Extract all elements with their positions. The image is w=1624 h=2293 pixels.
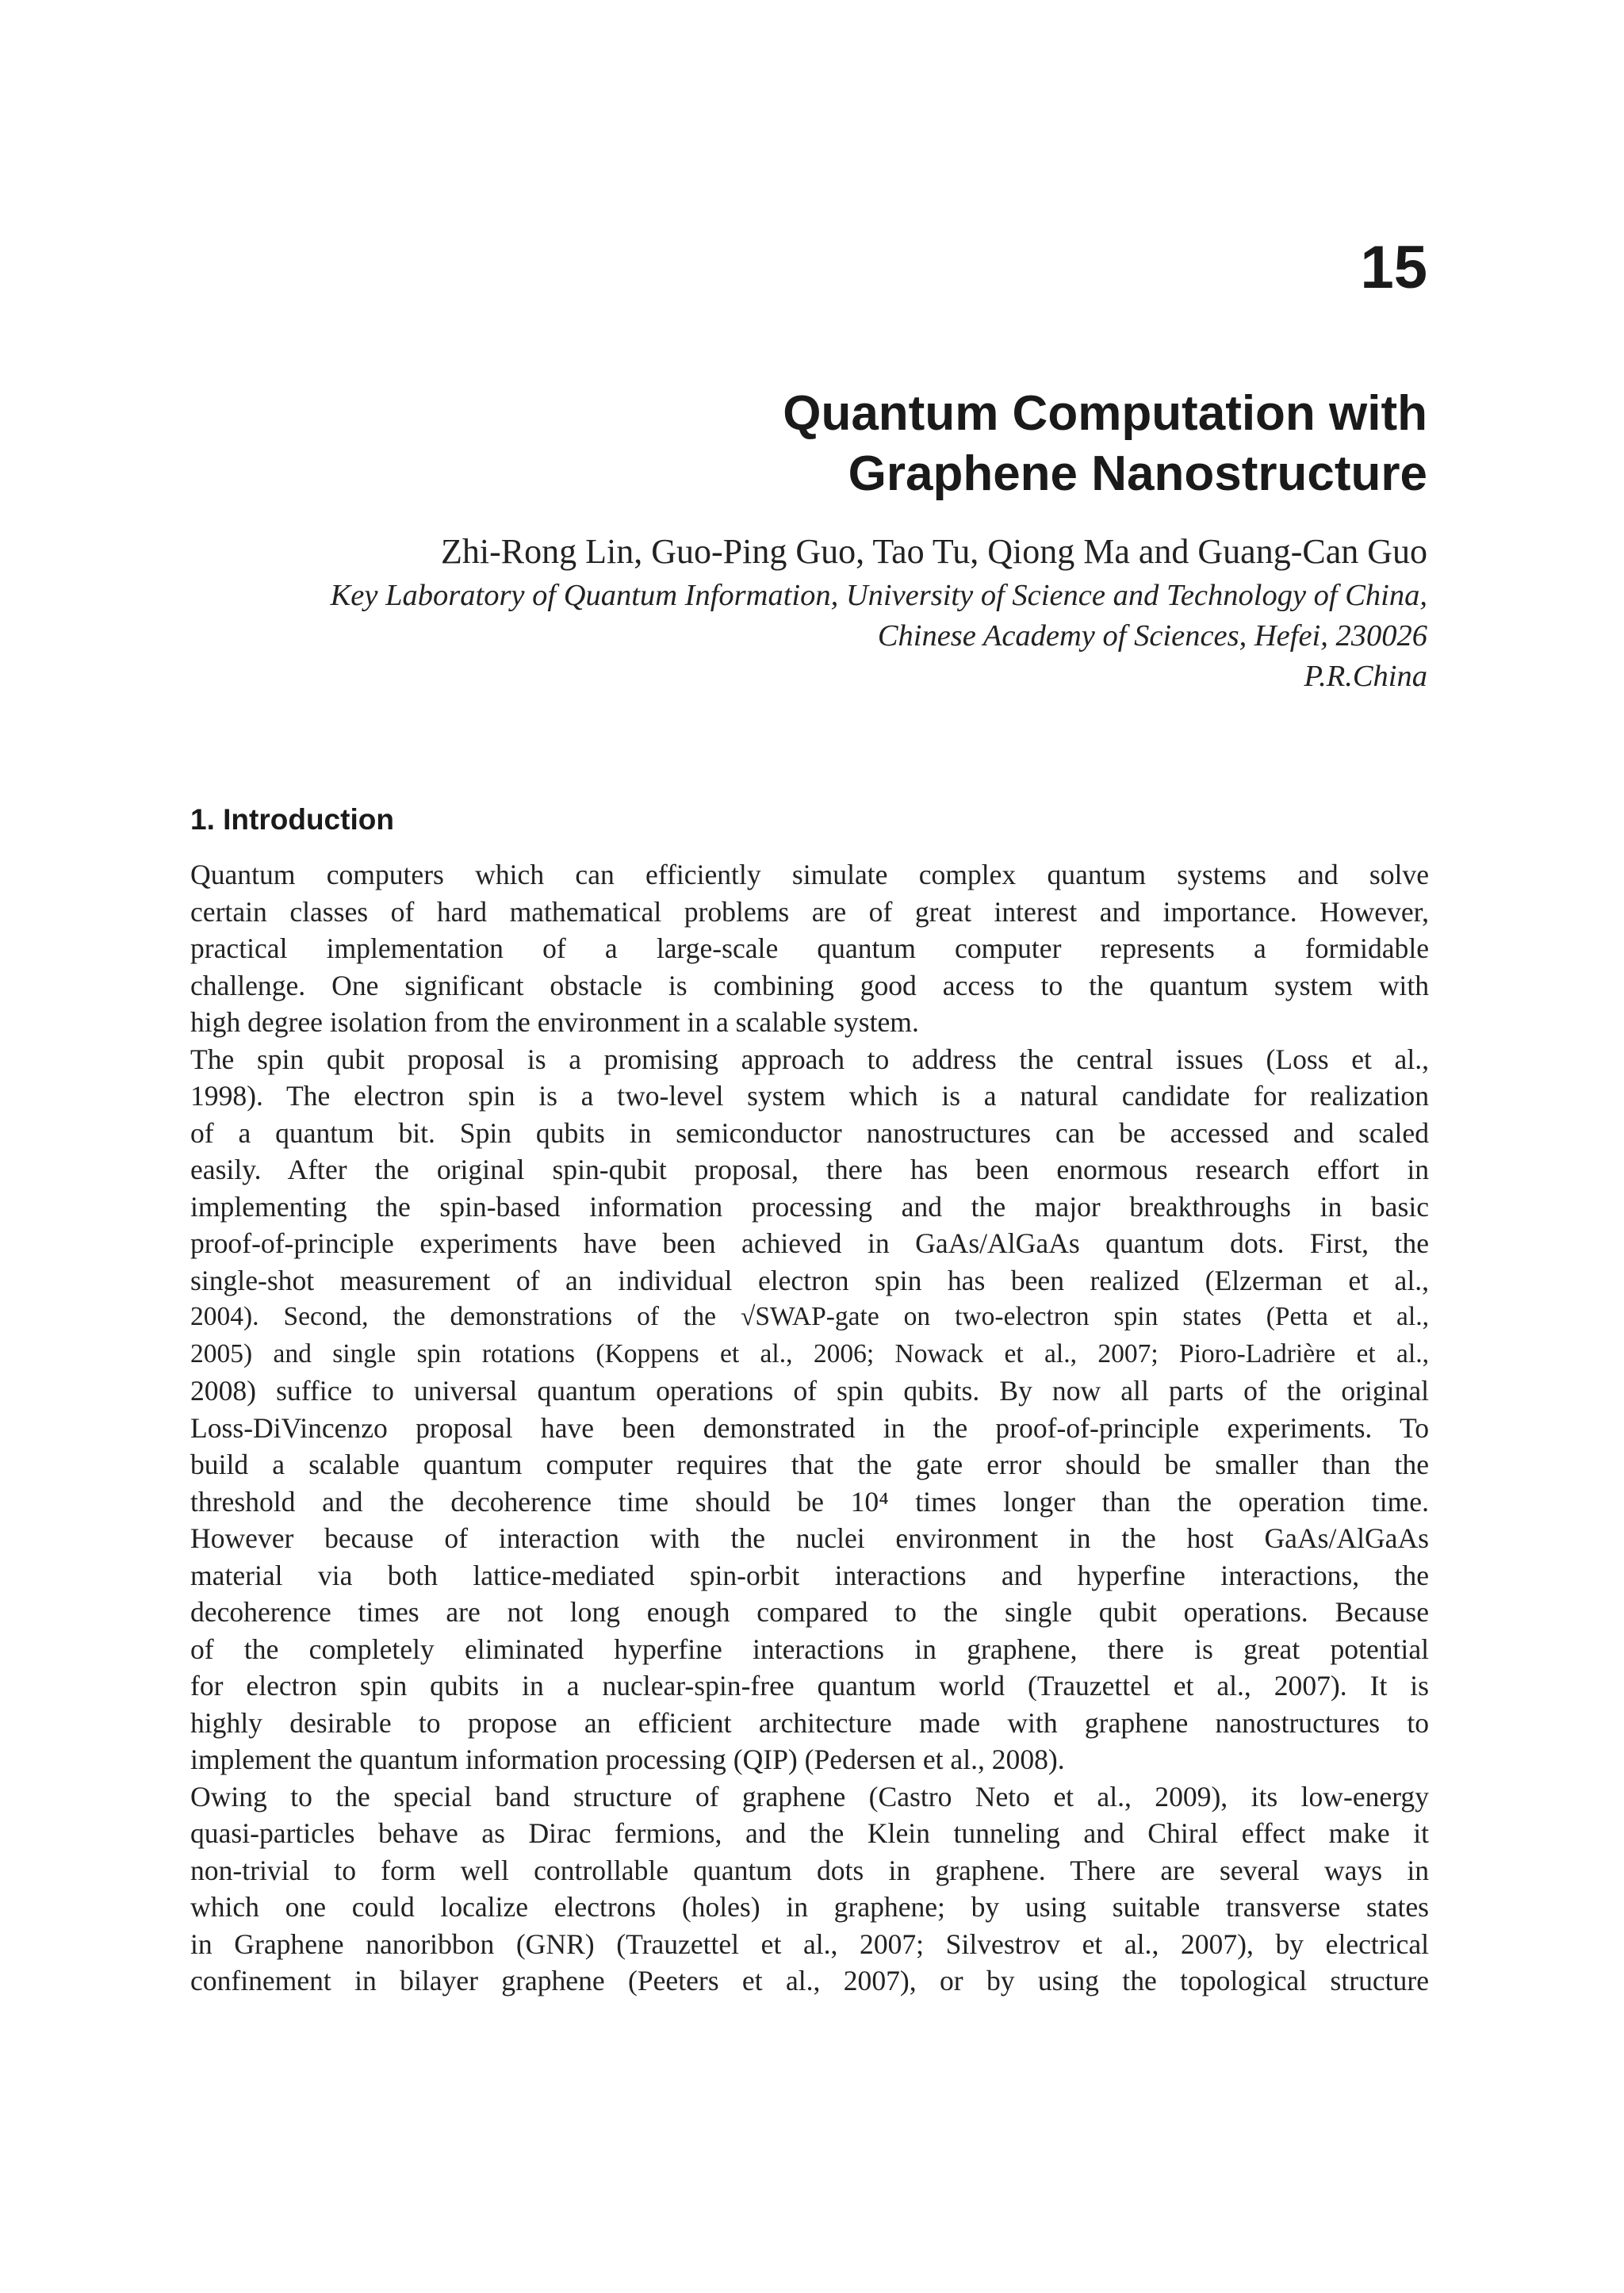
chapter-title-line-2: Graphene Nanostructure bbox=[848, 446, 1427, 501]
author-list: Zhi-Rong Lin, Guo-Ping Guo, Tao Tu, Qiong Ma and Guang-Can Guo bbox=[441, 532, 1427, 571]
text-line: 2004). Second, the demonstrations of the √SWAP-gate on two-electron spin states (Petta et al., bbox=[190, 1302, 1429, 1331]
text-line: 1998). The electron spin is a two-level system which is a natural candidate for realization bbox=[190, 1080, 1429, 1112]
text-line: proof-of-principle experiments have been achieved in GaAs/AlGaAs quantum dots. First, the bbox=[190, 1227, 1429, 1259]
text-line: in Graphene nanoribbon (GNR) (Trauzettel et al., 2007; Silvestrov et al., 2007), by electrical bbox=[190, 1927, 1429, 1960]
affiliation-line-2: Chinese Academy of Sciences, Hefei, 230026 bbox=[877, 619, 1427, 653]
section-heading: 1. Introduction bbox=[190, 803, 394, 836]
affiliation-line-3: P.R.China bbox=[1304, 660, 1427, 693]
text-line: 2005) and single spin rotations (Koppens et al., 2006; Nowack et al., 2007; Pioro-Ladrière et al., bbox=[190, 1338, 1429, 1369]
chapter-title bbox=[238, 384, 1427, 504]
text-line: certain classes of hard mathematical problems are of great interest and importance. However, bbox=[190, 895, 1429, 928]
text-line: high degree isolation from the environment in a scalable system. bbox=[190, 1006, 919, 1038]
text-line: threshold and the decoherence time should be 10⁴ times longer than the operation time. bbox=[190, 1485, 1429, 1518]
text-line: Owing to the special band structure of graphene (Castro Neto et al., 2009), its low-energy bbox=[190, 1780, 1429, 1813]
text-line: non-trivial to form well controllable quantum dots in graphene. There are several ways in bbox=[190, 1854, 1429, 1886]
text-line: implementing the spin-based information processing and the major breakthroughs in basic bbox=[190, 1190, 1429, 1223]
text-line: single-shot measurement of an individual electron spin has been realized (Elzerman et al., bbox=[190, 1264, 1429, 1296]
text-line: highly desirable to propose an efficient architecture made with graphene nanostructures to bbox=[190, 1706, 1429, 1739]
text-line: of a quantum bit. Spin qubits in semiconductor nanostructures can be accessed and scaled bbox=[190, 1116, 1429, 1149]
chapter-title-line-1: Quantum Computation with bbox=[783, 386, 1427, 441]
text-line: build a scalable quantum computer requires that the gate error should be smaller than the bbox=[190, 1449, 1429, 1480]
body-text bbox=[190, 856, 1429, 2000]
chapter-number: 15 bbox=[1360, 234, 1427, 301]
text-line: challenge. One significant obstacle is combining good access to the quantum system with bbox=[190, 969, 1429, 1001]
affiliation-line-1: Key Laboratory of Quantum Information, University of Science and Technology of China, bbox=[330, 579, 1427, 612]
text-line: 2008) suffice to universal quantum operations of spin qubits. By now all parts of the original bbox=[190, 1375, 1429, 1407]
text-line: easily. After the original spin-qubit proposal, there has been enormous research effort in bbox=[190, 1154, 1429, 1185]
affiliation bbox=[32, 576, 1427, 697]
text-line: decoherence times are not long enough compared to the single qubit operations. Because bbox=[190, 1596, 1429, 1628]
text-line: confinement in bilayer graphene (Peeters et al., 2007), or by using the topological structure bbox=[190, 1965, 1429, 1996]
text-line: Loss-DiVincenzo proposal have been demonstrated in the proof-of-principle experiments. To bbox=[190, 1411, 1429, 1444]
text-line: Quantum computers which can efficiently simulate complex quantum systems and solve bbox=[190, 859, 1429, 890]
text-line: quasi-particles behave as Dirac fermions, and the Klein tunneling and Chiral effect make it bbox=[190, 1817, 1429, 1849]
text-line: of the completely eliminated hyperfine interactions in graphene, there is great potential bbox=[190, 1633, 1429, 1665]
text-line: However because of interaction with the nuclei environment in the host GaAs/AlGaAs bbox=[190, 1522, 1429, 1554]
text-line: which one could localize electrons (holes) in graphene; by using suitable transverse states bbox=[190, 1891, 1429, 1923]
text-line: implement the quantum information processing (QIP) (Pedersen et al., 2008). bbox=[190, 1744, 1065, 1775]
text-line: material via both lattice-mediated spin-orbit interactions and hyperfine interactions, the bbox=[190, 1559, 1429, 1591]
text-line: practical implementation of a large-scale quantum computer represents a formidable bbox=[190, 932, 1429, 964]
text-line: The spin qubit proposal is a promising approach to address the central issues (Loss et al., bbox=[190, 1043, 1429, 1075]
text-line: for electron spin qubits in a nuclear-spin-free quantum world (Trauzettel et al., 2007). It is bbox=[190, 1670, 1429, 1702]
